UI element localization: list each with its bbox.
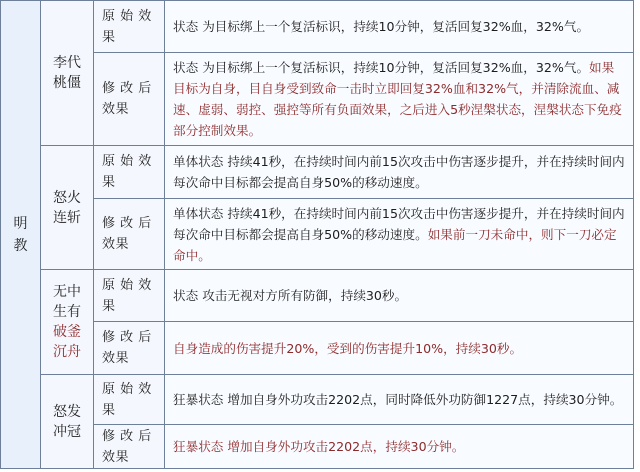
skill-name-line: 生有 <box>53 304 81 320</box>
original-effect-label: 原 始 效 果 <box>94 270 165 322</box>
original-effect-label: 原 始 效 果 <box>94 1 165 53</box>
skill-name-line: 冲冠 <box>53 423 81 440</box>
table-row <box>1 146 634 199</box>
table-row <box>1 1 634 53</box>
skill-name-cell <box>41 270 94 375</box>
modified-effect-label: 修 改 后 效果 <box>94 425 165 469</box>
modified-effect-highlight: 自身造成的伤害提升20%，受到的伤害提升10%，持续30秒。 <box>173 340 523 356</box>
original-effect-text: 状态 攻击无视对方所有防御，持续30秒。 <box>165 270 634 322</box>
section-cell <box>1 1 41 469</box>
table-row <box>1 322 634 375</box>
skill-name-line: 连斩 <box>53 209 81 226</box>
modified-effect-text <box>165 425 634 469</box>
skill-name-cell <box>41 1 94 146</box>
original-effect-text: 状态 为目标绑上一个复活标识，持续10分钟，复活回复32%血，32%气。 <box>165 1 634 53</box>
section-label: 教 <box>13 237 28 254</box>
table-row <box>1 53 634 146</box>
skill-name-line: 桃僵 <box>53 75 81 91</box>
skill-name-cell <box>41 146 94 270</box>
modified-effect-highlight: 如果前一刀未命中，则下一刀必定命中。 <box>173 226 617 263</box>
table-row <box>1 199 634 270</box>
modified-effect-label: 修 改 后 效果 <box>94 53 165 146</box>
modified-effect-label: 修 改 后 效果 <box>94 322 165 375</box>
skill-name-line: 破釜 <box>53 324 81 340</box>
table-row <box>1 425 634 469</box>
modified-effect-text: 状态 为目标绑上一个复活标识，持续10分钟，复活回复32%血，32%气。如果目标为自身，目自身受到致命一击时立即回复32%血和32%气，并清除流血、减速、虚弱、弱控、强控等所有负面效果，之后进入5秒涅槃状态，涅槃状态下免疫部分控制效果。 <box>165 53 634 146</box>
table-row <box>1 375 634 425</box>
skill-name-line: 无中 <box>53 284 81 300</box>
section-label: 明 <box>13 215 28 232</box>
modified-effect-highlight: 狂暴状态 增加自身外功攻击2202点，持续30分钟。 <box>173 439 465 454</box>
original-effect-label: 原 始 效 果 <box>94 146 165 199</box>
modified-effect-label: 修 改 后 效果 <box>94 199 165 270</box>
skill-name-line: 沉舟 <box>53 344 81 360</box>
original-effect-text: 狂暴状态 增加自身外功攻击2202点，同时降低外功防御1227点，持续30分钟。 <box>165 375 634 425</box>
modified-effect-text <box>165 322 634 375</box>
skill-name-line: 李代 <box>53 55 81 71</box>
skill-name-cell <box>41 375 94 469</box>
original-effect-label: 原 始 效 果 <box>94 375 165 425</box>
modified-effect-highlight: 如果目标为自身，目自身受到致命一击时立即回复32%血和32%气，并清除流血、减速、虚弱、弱控、强控等所有负面效果，之后进入5秒涅槃状态，涅槃状态下免疫部分控制效果。 <box>173 60 622 138</box>
skill-name-line: 怒发 <box>53 403 81 420</box>
original-effect-text: 单体状态 持续41秒，在持续时间内前15次攻击中伤害逐步提升，并在持续时间内每次命中目标都会提高自身50%的移动速度。 <box>165 146 634 199</box>
skill-name-line: 怒火 <box>53 189 81 206</box>
table-row <box>1 270 634 322</box>
modified-effect-text: 单体状态 持续41秒，在持续时间内前15次攻击中伤害逐步提升，并在持续时间内每次命中目标都会提高自身50%的移动速度。如果前一刀未命中，则下一刀必定命中。 <box>165 199 634 270</box>
